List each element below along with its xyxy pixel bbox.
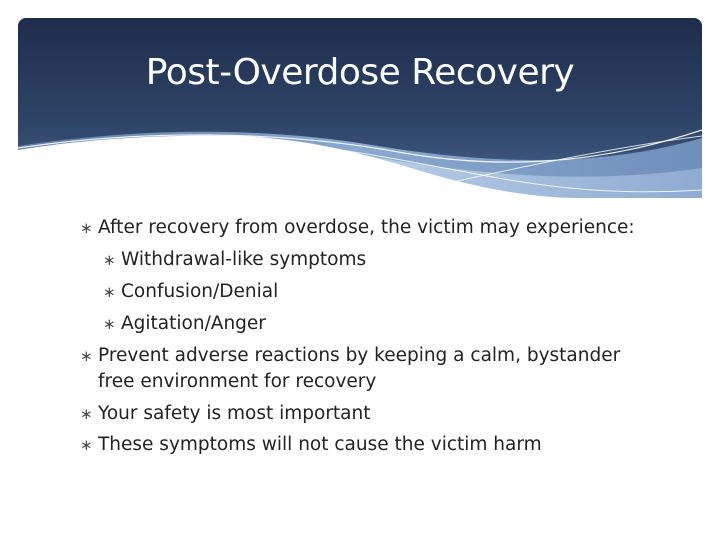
title-banner (18, 18, 702, 198)
bullet-text: After recovery from overdose, the victim may experience: (98, 217, 635, 238)
bullet-marker-icon: ∗ (80, 436, 93, 454)
bullet-marker-icon: ∗ (80, 405, 93, 423)
sub-bullet-text: Agitation/Anger (121, 313, 266, 334)
bullet-marker-icon: ∗ (103, 251, 116, 269)
bullet-text: Your safety is most important (98, 403, 371, 424)
bullet-marker-icon: ∗ (80, 219, 93, 237)
sub-bullet-text: Withdrawal-like symptoms (121, 249, 367, 270)
wave-banner-graphic (18, 18, 702, 198)
bullet-marker-icon: ∗ (80, 347, 93, 365)
bullet-text-line1: Prevent adverse reactions by keeping a calm, bystander (98, 345, 621, 366)
sub-bullet-text: Confusion/Denial (121, 281, 279, 302)
bullet-text-line2: free environment for recovery (98, 371, 377, 392)
slide-title: Post-Overdose Recovery (145, 52, 575, 93)
bullet-text: These symptoms will not cause the victim harm (98, 434, 542, 455)
bullet-marker-icon: ∗ (103, 283, 116, 301)
bullet-marker-icon: ∗ (103, 315, 116, 333)
